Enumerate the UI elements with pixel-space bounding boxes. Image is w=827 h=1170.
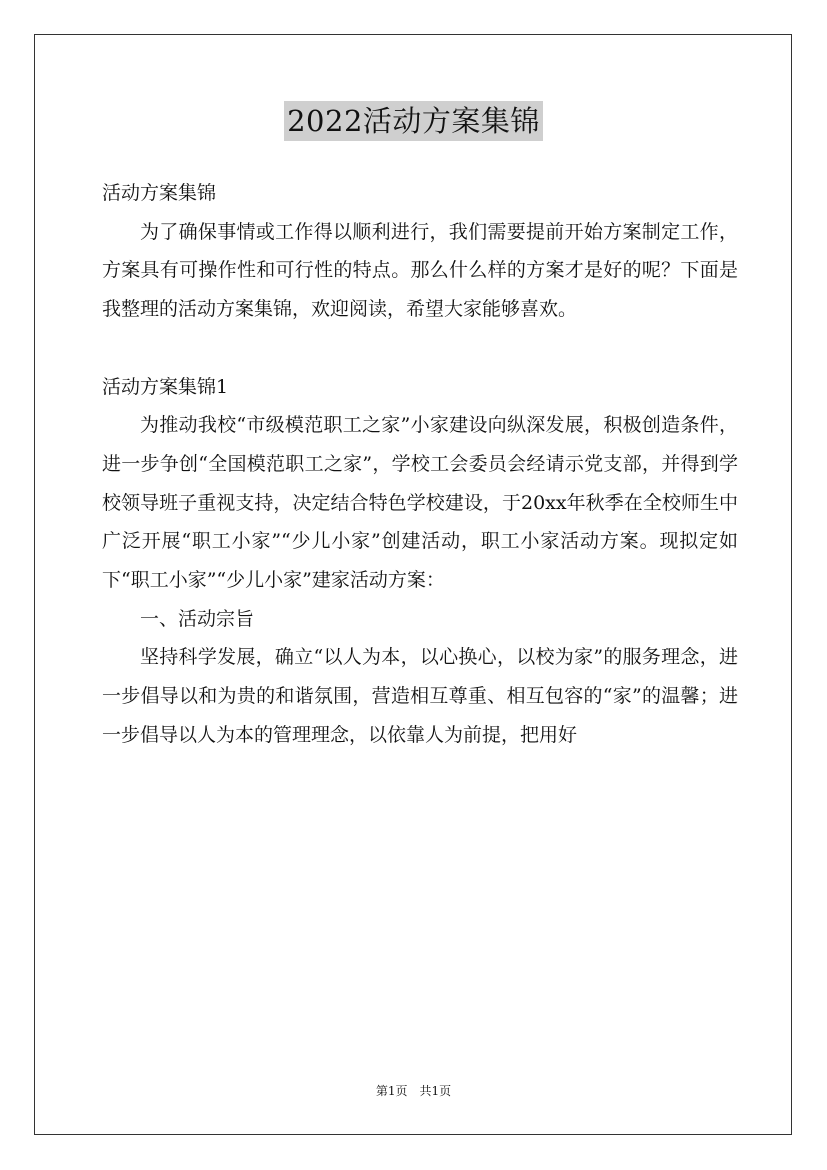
page-footer: 第1页 共1页	[375, 1084, 452, 1098]
section-heading: 活动方案集锦	[102, 182, 217, 204]
intro-paragraph: 为了确保事情或工作得以顺利进行，我们需要提前开始方案制定工作，方案具有可操作性和可行性的特点。那么什么样的方案才是好的呢？下面是我整理的活动方案集锦，欢迎阅读，希望大家能够喜欢。	[102, 220, 738, 321]
title-wrap	[0, 101, 827, 141]
document-body	[102, 174, 738, 755]
section-heading-1: 活动方案集锦1	[102, 375, 229, 398]
body-paragraph: 坚持科学发展，确立“以人为本，以心换心，以校为家”的服务理念，进一步倡导以和为贵的和谐氛围，营造相互尊重、相互包容的“家”的温馨；进一步倡导以人为本的管理理念，以依靠人为前提，把用好	[102, 646, 738, 746]
body-paragraph: 为推动我校“市级模范职工之家”小家建设向纵深发展，积极创造条件，进一步争创“全国模范职工之家”，学校工会委员会经请示党支部，并得到学校领导班子重视支持，决定结合特色学校建设，于20xx年秋季在全校师生中广泛开展“职工小家”“少儿小家”创建活动，职工小家活动方案。现拟定如下“职工小家”“少儿小家”建家活动方案：	[102, 414, 738, 592]
document-title: 2022活动方案集锦	[284, 101, 543, 141]
subsection-heading: 一、活动宗旨	[140, 607, 255, 630]
